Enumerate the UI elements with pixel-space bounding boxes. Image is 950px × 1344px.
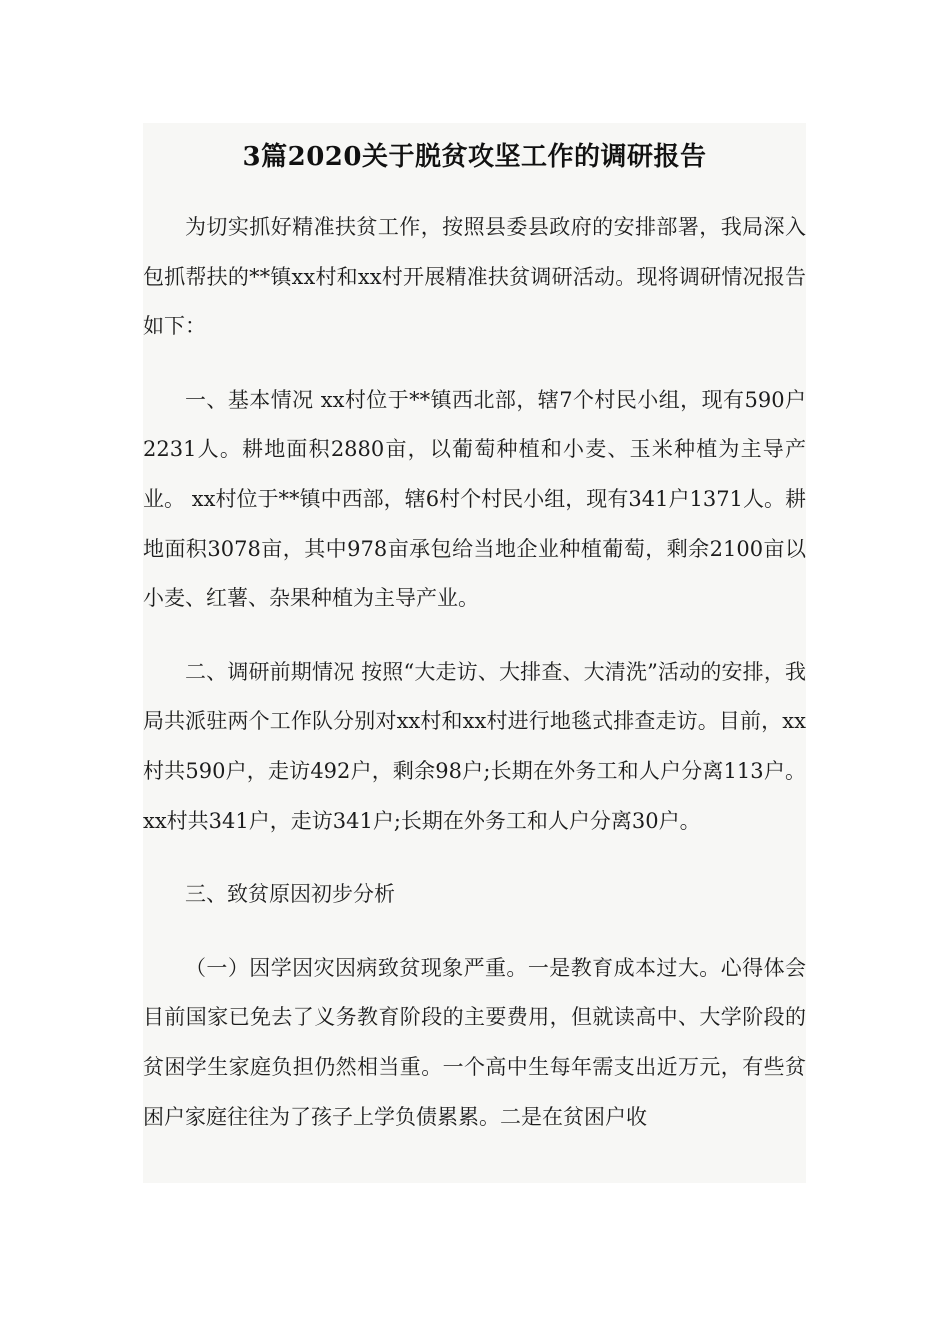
section-heading-poverty-causes: 三、致贫原因初步分析 xyxy=(185,882,395,907)
paragraph-intro: 为切实抓好精准扶贫工作，按照县委县政府的安排部署，我局深入包抓帮扶的**镇xx村和xx村开展精准扶贫调研活动。现将调研情况报告如下： xyxy=(143,215,806,339)
paragraph-education-illness-cause: （一）因学因灾因病致贫现象严重。一是教育成本过大。心得体会目前国家已免去了义务教育阶段的主要费用，但就读高中、大学阶段的贫困学生家庭负担仍然相当重。一个高中生每年需支出近万元，有些贫困户家庭往往为了孩子上学负债累累。二是在贫困户收 xyxy=(143,955,806,1129)
paragraph-basic-situation: 一、基本情况 xx村位于**镇西北部，辖7个村民小组，现有590户2231人。耕地面积2880亩，以葡萄种植和小麦、玉米种植为主导产业。 xx村位于**镇中西部，辖6村个村民小组，现有341户1371人。耕地面积3078亩，其中978亩承包给当地企业种植葡萄，剩余2100亩以小麦、红薯、杂果种植为主导产业。 xyxy=(143,387,806,611)
document-title: 3篇2020关于脱贫攻坚工作的调研报告 xyxy=(242,142,707,172)
paragraph-preliminary-survey: 二、调研前期情况 按照“大走访、大排查、大清洗”活动的安排，我局共派驻两个工作队分别对xx村和xx村进行地毯式排查走访。目前，xx村共590户，走访492户，剩余98户;长期在外务工和人户分离113户。xx村共341户，走访341户;长期在外务工和人户分离30户。 xyxy=(143,659,806,833)
document-page xyxy=(143,123,806,1183)
